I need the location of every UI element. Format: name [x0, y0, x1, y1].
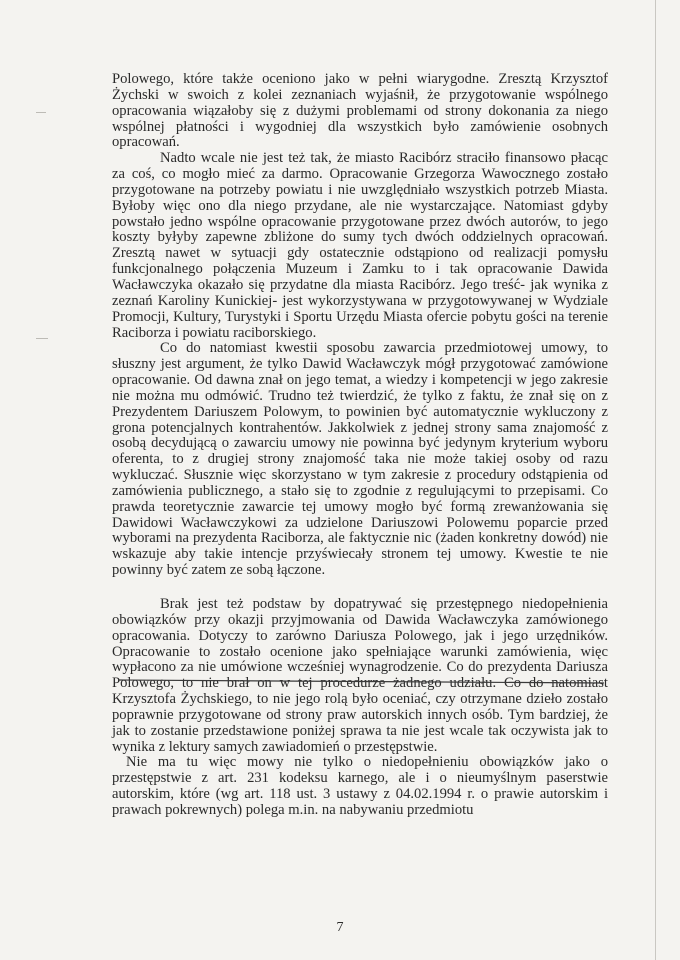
margin-mark — [36, 338, 48, 339]
paragraph-2: Nadto wcale nie jest też tak, że miasto Racibórz straciło finansowo płacąc za coś, co mogło mieć za darmo. Opracowanie Grzegorza Wawocznego zostało przygotowane na potrzeby powiatu i nie uwzględniało wszystkich potrzeb Miasta. Byłoby więc ono dla niego przydane, ale nie wystarczające. Natomiast gdyby powstało jedno wspólne opracowanie przygotowane przez dwóch autorów, to jego koszty byłyby zapewne zbliżone do sumy tych dwóch oddzielnych opracowań. Zresztą nawet w sytuacji gdy ostatecznie odstąpiono od realizacji pomysłu funkcjonalnego połączenia Muzeum i Zamku to i tak opracowanie Dawida Wacławczyka okazało się przydatne dla miasta Racibórz. Jego treść- jak wynika z zeznań Karoliny Kunickiej- jest wykorzystywana w przygotowywanej w Wydziale Promocji, Kultury, Turystyki i Sportu Urzędu Miasta ofercie pobytu gości na terenie Raciborza i powiatu raciborskiego. — [112, 150, 608, 341]
margin-mark — [36, 112, 46, 113]
paragraph-1: Polowego, które także oceniono jako w pełni wiarygodne. Zresztą Krzysztof Żychski w swoich z kolei zeznaniach wyjaśnił, że przygotowanie wspólnego opracowania wiązałoby się z dużymi problemami od strony dokonania za niego wspólnej płatności i wygodniej dla wszystkich było zamówienie osobnych opracowań. — [112, 71, 608, 151]
paragraph-3: Co do natomiast kwestii sposobu zawarcia przedmiotowej umowy, to słuszny jest argument, że tylko Dawid Wacławczyk mógł przygotować zamówione opracowanie. Od dawna znał on jego temat, a wiedzy i kompetencji w jego zakresie nie można mu odmówić. Trudno też twierdzić, że tylko z faktu, że znał się on z Prezydentem Dariuszem Polowym, to powinien być automatycznie wykluczony z grona potencjalnych kontrahentów. Jakkolwiek z jednej strony sama znajomość z osobą decydującą o zawarciu umowy nie powinna być jedynym kryterium wyboru oferenta, to z drugiej strony znajomość taka nie może takiej osoby od razu wykluczać. Słusznie więc skorzystano w tym zakresie z procedury odstąpienia od zamówienia publicznego, a stało się to zgodnie z regulującymi to przepisami. Co prawda teoretycznie zawarcie tej umowy mogło być formą zrewanżowania się Dawidowi Wacławczykowi za udzielone Dariuszowi Polowemu poparcie przed wyborami na prezydenta Raciborza, ale faktycznie nic (żaden konkretny dowód) nie wskazuje aby takie intencje przyświecały stronem tej umowy. Kwestie te nie powinny być zatem ze sobą łączone. — [112, 340, 608, 579]
body-text — [112, 72, 608, 819]
page-number: 7 — [336, 920, 344, 935]
paragraph-5: Nie ma tu więc mowy nie tylko o niedopełnieniu obowiązków jako o przestępstwie z art. 231 kodeksu karnego, ale i o nieumyślnym paserstwie autorskim, które (wg art. 118 ust. 3 ustawy z 04.02.1994 r. o prawie autorskim i prawach pokrewnych) polega m.in. na nabywaniu przedmiotu — [112, 754, 608, 818]
paragraph-4: Brak jest też podstaw by dopatrywać się przestępnego niedopełnienia obowiązków przy okazji przyjmowania od Dawida Wacławczyka zamówionego opracowania. Dotyczy to zarówno Dariusza Polowego, jak i jego urzędników. Opracowanie to zostało ocenione jako spełniające warunki zamówienia, więc wypłacono za nie umówione wcześniej wynagrodzenie. Co do prezydenta Dariusza Polowego, to nie brał on w tej procedurze żadnego udziału. Co do natomiast Krzysztofa Żychskiego, to nie jego rolą było oceniać, czy otrzymane dzieło zostało poprawnie przygotowane od strony praw autorskich innych osób. Tym bardziej, że jak to zostanie przedstawione poniżej sprawa ta nie jest wcale tak oczywista jak to wynika z lektury samych zawiadomień o przestępstwie. — [112, 596, 608, 755]
page-edge-line — [655, 0, 656, 960]
